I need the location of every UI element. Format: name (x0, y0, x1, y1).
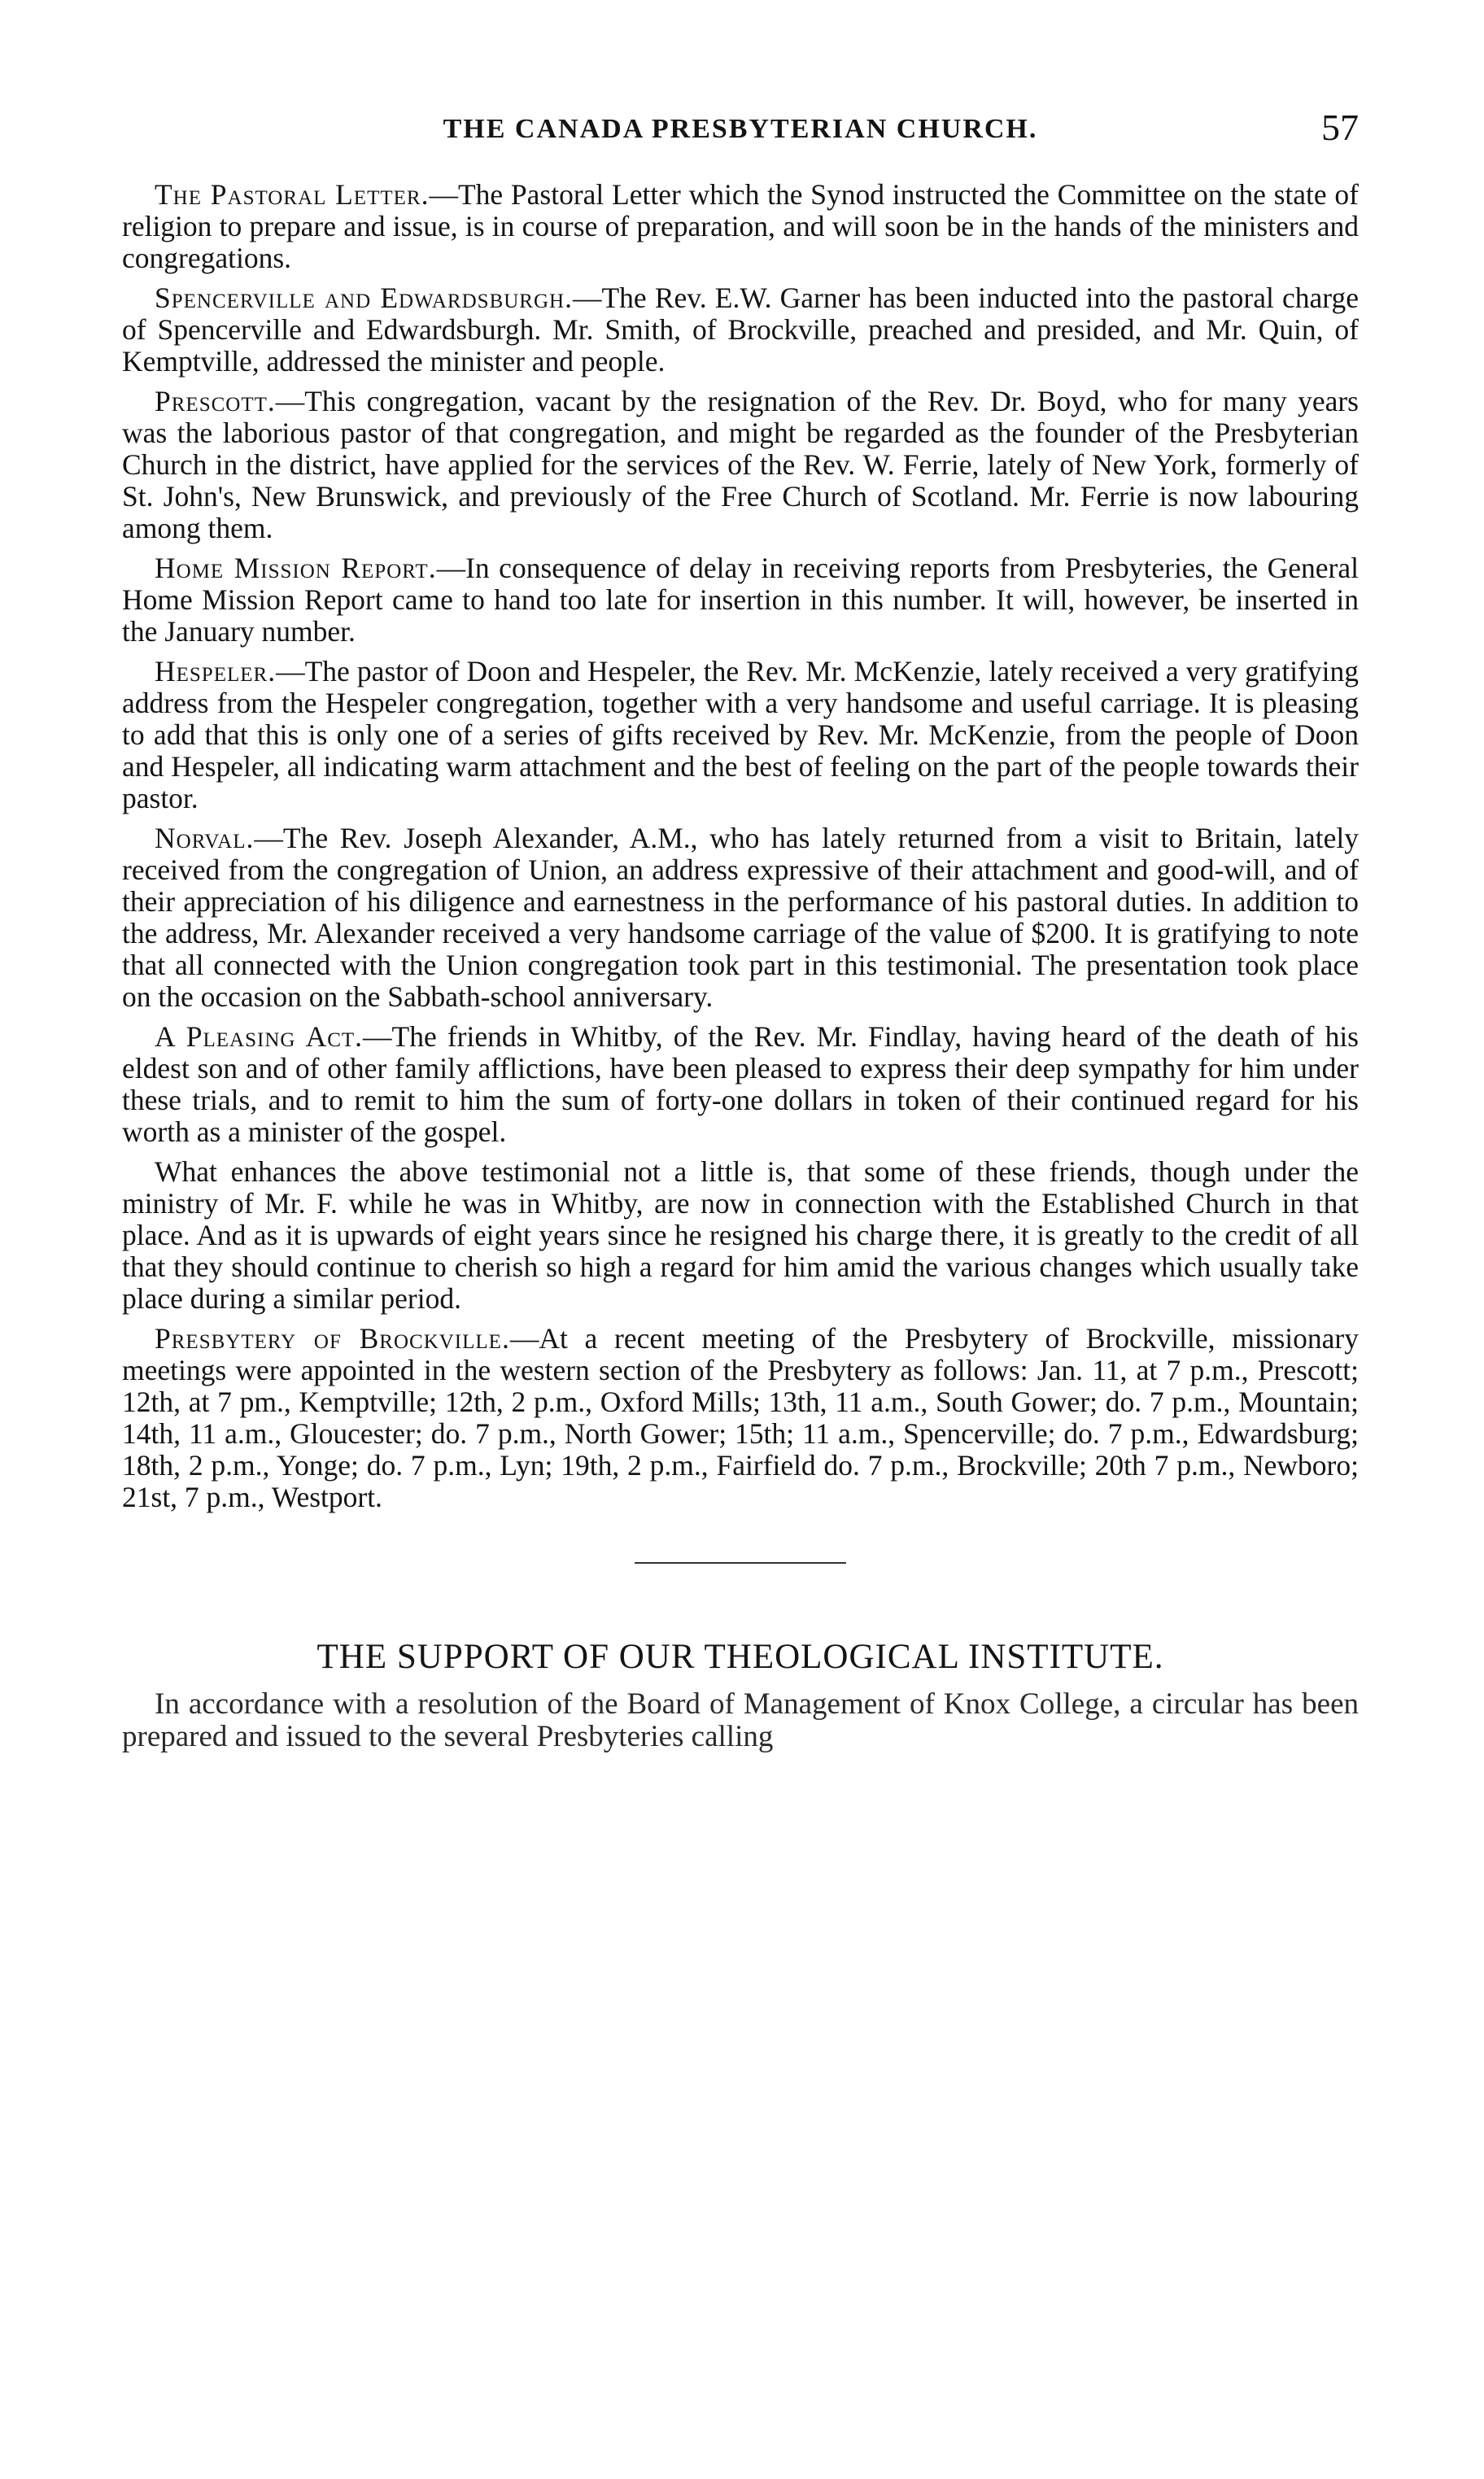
paragraph-heading: Norval. (155, 822, 255, 854)
section-body-text: In accordance with a resolution of the Board of Management of Knox College, a circular has been prepared and issued to the several Presbyteries calling (122, 1687, 1359, 1753)
paragraph-text: —The Pastoral Letter which the Synod instructed the Committee on the state of religion to prepare and issue, is in course of preparation, and will soon be in the hands of the ministers and congregations. (122, 178, 1359, 274)
section-divider (635, 1562, 846, 1564)
paragraph-presbytery-brockville (122, 1323, 1359, 1513)
paragraph-whitby-continued (122, 1156, 1359, 1315)
document-page (122, 106, 1359, 1753)
paragraph-heading: Spencerville and Edwardsburgh. (155, 282, 573, 314)
paragraph-heading: A Pleasing Act. (155, 1020, 364, 1053)
running-header (122, 106, 1359, 155)
paragraph-heading: The Pastoral Letter. (155, 178, 430, 211)
paragraph-text: —The Rev. E.W. Garner has been inducted into the pastoral charge of Spencerville and Edwardsburgh. Mr. Smith, of Brockville, preached and presided, and Mr. Quin, of Kemptville, addressed the minister and people. (122, 282, 1359, 378)
paragraph-text: —At a recent meeting of the Presbytery of Brockville, missionary meetings were appointed in the western section of the Presbytery as follows: Jan. 11, at 7 p.m., Prescott; 12th, at 7 pm., Kemptville; 12th, 2 p.m., Oxford Mills; 13th, 11 a.m., South Gower; do. 7 p.m., Mountain; 14th, 11 a.m., Gloucester; do. 7 p.m., North Gower; 15th; 11 a.m., Spencerville; do. 7 p.m., Edwardsburg; 18th, 2 p.m., Yonge; do. 7 p.m., Lyn; 19th, 2 p.m., Fairfield do. 7 p.m., Brockville; 20th 7 p.m., Newboro; 21st, 7 p.m., Westport. (122, 1322, 1359, 1513)
paragraph-text: —This congregation, vacant by the resignation of the Rev. Dr. Boyd, who for many years was the laborious pastor of that congregation, and might be regarded as the founder of the Presbyterian Church in the district, have applied for the services of the Rev. W. Ferrie, lately of New York, formerly of St. John's, New Brunswick, and previously of the Free Church of Scotland. Mr. Ferrie is now labouring among them. (122, 385, 1359, 544)
paragraph-spencerville (122, 282, 1359, 378)
paragraph-text: —The Rev. Joseph Alexander, A.M., who has lately returned from a visit to Britain, lately received from the congregation of Union, an address expressive of their attachment and good-will, and of their appreciation of his diligence and earnestness in the performance of his pastoral duties. In addition to the address, Mr. Alexander received a very handsome carriage of the value of $200. It is gratifying to note that all connected with the Union congregation took part in this testimonial. The presentation took place on the occasion on the Sabbath-school anniversary. (122, 822, 1359, 1013)
running-title: THE CANADA PRESBYTERIAN CHURCH. (443, 114, 1038, 144)
paragraph-text: —The pastor of Doon and Hespeler, the Rev. Mr. McKenzie, lately received a very gratifying address from the Hespeler congregation, together with a very handsome and useful carriage. It is pleasing to add that this is only one of a series of gifts received by Rev. Mr. McKenzie, from the people of Doon and Hespeler, all indicating warm attachment and the best of feeling on the part of the people towards their pastor. (122, 655, 1359, 814)
paragraph-pleasing-act (122, 1021, 1359, 1148)
paragraph-heading: Home Mission Report. (155, 552, 437, 584)
paragraph-heading: Prescott. (155, 385, 276, 417)
paragraph-pastoral-letter (122, 179, 1359, 274)
page-number: 57 (1321, 107, 1359, 148)
paragraph-text: —The friends in Whitby, of the Rev. Mr. Findlay, having heard of the death of his eldest son and of other family afflictions, have been pleased to express their deep sympathy for him under these trials, and to remit to him the sum of forty-one dollars in token of their continued regard for his worth as a minister of the gospel. (122, 1020, 1359, 1148)
paragraph-heading: Hespeler. (155, 655, 277, 687)
paragraph-hespeler (122, 656, 1359, 814)
paragraph-prescott (122, 386, 1359, 544)
paragraph-home-mission-report (122, 552, 1359, 648)
paragraph-text: What enhances the above testimonial not a little is, that some of these friends, though under the ministry of Mr. F. while he was in Whitby, are now in connection with the Established Church in that place. And as it is upwards of eight years since he resigned his charge there, it is greatly to the credit of all that they should continue to cherish so high a regard for him amid the various changes which usually take place during a similar period. (122, 1155, 1359, 1315)
paragraph-heading: Presbytery of Brockville. (155, 1322, 510, 1355)
section-title: THE SUPPORT OF OUR THEOLOGICAL INSTITUTE. (316, 1638, 1164, 1676)
paragraph-norval (122, 823, 1359, 1013)
paragraph-text: —In consequence of delay in receiving reports from Presbyteries, the General Home Mission Report came to hand too late for insertion in this number. It will, however, be inserted in the January number. (122, 552, 1359, 648)
